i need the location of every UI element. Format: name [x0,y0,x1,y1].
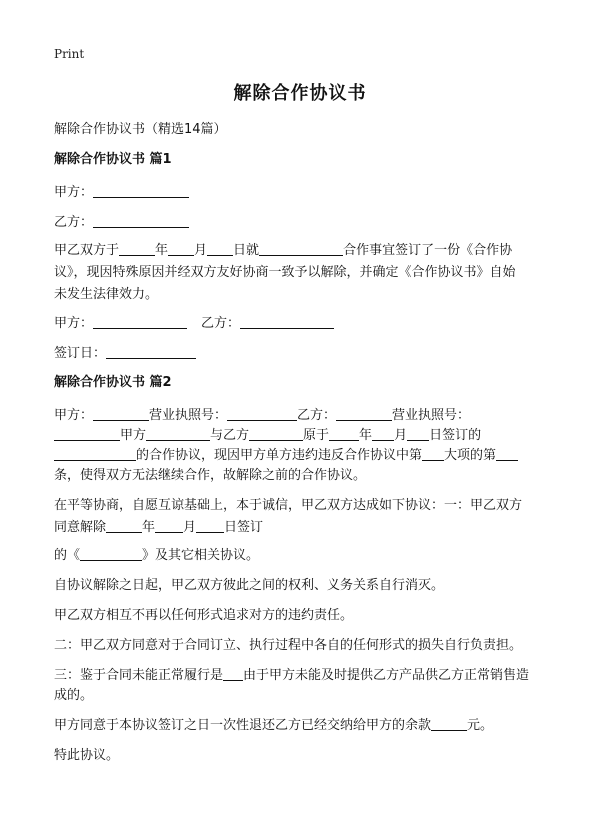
text-fragment: 年 [359,428,373,443]
text-fragment: 日就 [233,243,260,258]
blank-line [168,241,194,256]
blank-line [93,406,149,421]
text-fragment: 日签订的 [429,428,482,443]
blank-line [329,426,359,441]
blank-line [259,241,343,256]
section-2-line-2 [54,426,554,446]
section-2-line-3 [54,446,554,466]
party-b-line [54,213,554,233]
blank-line [223,666,243,681]
section-2-paragraph-3 [54,546,554,566]
text-fragment: 的《 [54,548,81,563]
text-fragment: 三：鉴于合同未能正常履行是 [54,668,224,683]
text-fragment: 日签订 [224,520,264,535]
subtitle [54,120,554,140]
text-fragment: 同意解除 [54,520,107,535]
section-2-line-4: 条，使得双方无法继续合作，故解除之前的合作协议。 [54,468,367,483]
blank-line [336,406,392,421]
paragraph-1-line-3: 未发生法律效力。 [54,287,159,302]
text-fragment: 乙方： [201,316,241,331]
blank-line [227,406,297,421]
text-fragment: 由于甲方未能及时提供乙方产品供乙方正常销售造 [243,668,530,683]
text-fragment: 大项的第 [444,448,497,463]
sign-date-line [54,344,554,364]
blank-line [93,213,189,228]
section-2-paragraph-2-line-2 [54,518,554,538]
section-2-paragraph-8 [54,716,554,736]
text-fragment: 与乙方 [210,428,250,443]
section-2-paragraph-6: 二：甲乙双方同意对于合同订立、执行过程中各自的任何形式的损失自行负责担。 [54,638,523,653]
section-2-paragraph-7-line-2: 成的。 [54,688,94,703]
blank-line [80,546,142,561]
blank-line [119,241,155,256]
blank-line [407,426,429,441]
text-fragment: 营业执照号： [149,408,228,423]
blank-line [106,518,142,533]
section-1-heading: 解除合作协议书 篇1 [54,152,172,167]
page-title: 解除合作协议书 [233,83,367,104]
section-2-paragraph-2-line-1: 在平等协商，自愿互谅基础上，本于诚信，甲乙双方达成如下协议：一：甲乙双方 [54,498,523,513]
signature-line [54,314,554,334]
section-2-paragraph-9: 特此协议。 [54,748,120,763]
text-fragment: 甲方同意于本协议签订之日一次性退还乙方已经交纳给甲方的余款 [54,718,432,733]
text-fragment: 甲方： [54,185,94,200]
blank-line [372,426,394,441]
blank-line [196,518,224,533]
section-2-line-1 [54,406,554,426]
text-fragment: 营业执照号： [392,408,471,423]
blank-line [146,426,210,441]
blank-line [431,716,467,731]
text-fragment: 月 [194,243,208,258]
blank-line [93,183,189,198]
text-fragment: 元。 [467,718,494,733]
text-fragment: 签订日： [54,346,107,361]
text-fragment: 》及其它相关协议。 [142,548,260,563]
text-fragment: 合作事宜签订了一份《合作协 [343,243,513,258]
text-fragment: 年 [155,243,169,258]
paragraph-1-line-1 [54,241,554,261]
text-fragment: 乙方： [54,215,94,230]
text-fragment: 乙方： [297,408,337,423]
text-fragment: 年 [142,520,156,535]
section-2-paragraph-5: 甲乙双方相互不再以任何形式追求对方的违约责任。 [54,608,354,623]
blank-line [54,426,120,441]
blank-line [249,426,303,441]
text-fragment: 甲乙双方于 [54,243,120,258]
blank-line [496,446,518,461]
blank-line [54,446,136,461]
blank-line [93,314,187,329]
blank-line [106,344,196,359]
section-2-paragraph-7-line-1 [54,666,554,686]
party-a-line [54,183,554,203]
print-label: Print [54,47,85,61]
text-fragment: 的合作协议，现因甲方单方违约违反合作协议中第 [136,448,423,463]
section-2-heading: 解除合作协议书 篇2 [54,375,172,390]
text-fragment: 甲方： [54,408,94,423]
section-2-paragraph-4: 自协议解除之日起，甲乙双方彼此之间的权利、义务关系自行消灭。 [54,578,445,593]
blank-line [240,314,334,329]
blank-line [207,241,233,256]
text-fragment: 甲方 [120,428,147,443]
text-fragment: 甲方： [54,316,94,331]
text-fragment: 月 [394,428,408,443]
blank-line [155,518,183,533]
text-fragment: 月 [183,520,197,535]
paragraph-1-line-2: 议》，现因特殊原因并经双方友好协商一致予以解除，并确定《合作协议书》自始 [54,265,516,280]
blank-line [422,446,444,461]
text-fragment: 原于 [303,428,330,443]
text-fragment: 解除合作协议书（精选14篇） [54,122,227,137]
